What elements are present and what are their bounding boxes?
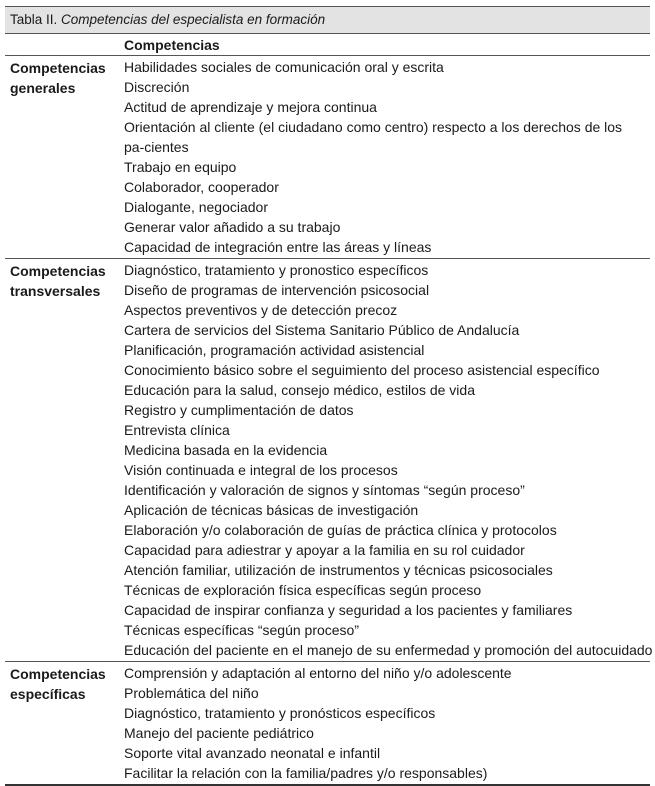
list-item: Aplicación de técnicas básicas de investigación (124, 502, 419, 518)
list-item: Generar valor añadido a su trabajo (124, 219, 341, 235)
list-item: Educación del paciente en el manejo de su enfermedad y promoción del autocuidado (124, 642, 653, 658)
list-item: Técnicas específicas “según proceso” (124, 622, 359, 638)
table-caption (5, 6, 650, 34)
list-item: Técnicas de exploración física específicas según proceso (124, 582, 482, 598)
list-item: Medicina basada en la evidencia (124, 442, 328, 458)
table-caption-number: Tabla II. (10, 12, 62, 27)
list-item: Atención familiar, utilización de instrumentos y técnicas psicosociales (124, 562, 553, 578)
group-label: Competencias específicas (10, 666, 106, 702)
list-item: Visión continuada e integral de los procesos (124, 462, 398, 478)
list-item: Problemática del niño (124, 685, 259, 701)
group-items (124, 663, 644, 783)
list-item: Registro y cumplimentación de datos (124, 402, 354, 418)
group-items (124, 260, 653, 660)
table-caption-title: Competencias del especialista en formación (61, 12, 326, 27)
list-item: Identificación y valoración de signos y síntomas “según proceso” (124, 482, 525, 498)
list-item: Capacidad para adiestrar y apoyar a la familia en su rol cuidador (124, 542, 525, 558)
group-label: Competencias transversales (10, 263, 106, 299)
list-item: Comprensión y adaptación al entorno del niño y/o adolescente (124, 665, 512, 681)
list-item: Habilidades sociales de comunicación oral y escrita (124, 59, 444, 75)
group-competencias-especificas (5, 662, 650, 786)
table-header-row (5, 34, 650, 56)
list-item: Trabajo en equipo (124, 159, 237, 175)
list-item: Discreción (124, 79, 190, 95)
column-header-competencias: Competencias (124, 37, 220, 53)
competencias-table (5, 6, 653, 786)
list-item: Planificación, programación actividad asistencial (124, 342, 425, 358)
list-item: Diagnóstico, tratamiento y pronósticos específicos (124, 705, 436, 721)
group-competencias-transversales (5, 259, 653, 662)
group-competencias-generales (5, 56, 650, 259)
list-item: Educación para la salud, consejo médico, estilos de vida (124, 382, 475, 398)
list-item: Soporte vital avanzado neonatal e infantil (124, 745, 381, 761)
list-item: Cartera de servicios del Sistema Sanitario Público de Andalucía (124, 322, 520, 338)
list-item: Aspectos preventivos y de detección precoz (124, 302, 398, 318)
list-item: Manejo del paciente pediátrico (124, 725, 314, 741)
list-item: Diagnóstico, tratamiento y pronostico específicos (124, 262, 429, 278)
list-item: Entrevista clínica (124, 422, 230, 438)
list-item: Colaborador, cooperador (124, 179, 279, 195)
list-item: Diseño de programas de intervención psicosocial (124, 282, 430, 298)
list-item: Elaboración y/o colaboración de guías de práctica clínica y protocolos (124, 522, 557, 538)
group-items (124, 57, 644, 257)
list-item: Orientación al cliente (el ciudadano como centro) respecto a los derechos de los pa-cientes (124, 119, 623, 155)
list-item: Conocimiento básico sobre el seguimiento del proceso asistencial específico (124, 362, 600, 378)
list-item: Actitud de aprendizaje y mejora continua (124, 99, 377, 115)
list-item: Capacidad de integración entre las áreas y líneas (124, 239, 432, 255)
list-item: Dialogante, negociador (124, 199, 268, 215)
list-item: Capacidad de inspirar confianza y seguridad a los pacientes y familiares (124, 602, 573, 618)
group-label: Competencias generales (10, 60, 106, 96)
list-item: Facilitar la relación con la familia/padres y/o responsables) (124, 765, 488, 781)
